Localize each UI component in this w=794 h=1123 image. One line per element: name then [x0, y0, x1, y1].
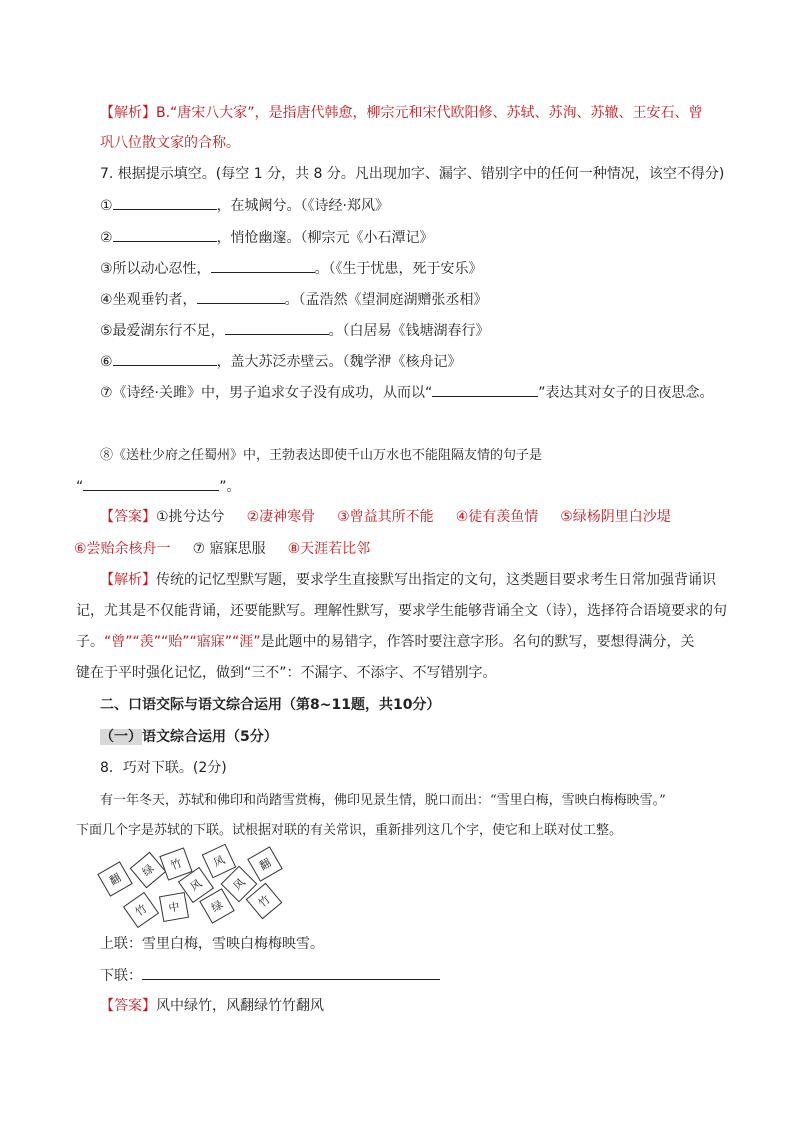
lower-couplet-blank[interactable] [142, 965, 440, 980]
character-card: 风 [178, 867, 214, 903]
question-8-title: 8．巧对下联。(2分) [100, 760, 227, 776]
section-2-heading: 二、口语交际与语文综合运用（第8~11题，共10分） [100, 697, 441, 713]
lower-couplet: 下联： [100, 965, 440, 986]
q7-analysis-line3: 子。“曾”“羡”“贻”“寤寐”“涯”是此题中的易错字，作答时要注意字形。名句的默写，要想得满分，关 [76, 634, 695, 650]
character-card: 竹 [246, 883, 283, 920]
q7-analysis-line2: 记，尤其是不仅能背诵，还要能默写。理解性默写，要求学生能够背诵全文（诗），选择符合语境要求的句 [76, 603, 727, 619]
q7-item-3: ③所以动心忍性， 。（《生于忧患，死于安乐》 [100, 258, 483, 279]
blank-field[interactable] [211, 258, 315, 273]
analysis-q6-line2: 巩八位散文家的合称。 [100, 135, 240, 151]
blank-field[interactable] [197, 289, 285, 304]
q7-item-1: ① ，在城阙兮。（《诗经·郑风》 [100, 195, 389, 216]
character-card: 风 [202, 844, 237, 879]
blank-field[interactable] [113, 227, 217, 242]
character-card: 风 [221, 866, 258, 903]
character-card: 翻 [97, 861, 133, 897]
blank-field[interactable] [113, 351, 217, 366]
q7-analysis-line4: 键在于平时强化记忆，做到“三不”：不漏字、不添字、不写错别字。 [76, 665, 497, 681]
q8-answer: 【答案】风中绿竹，风翻绿竹竹翻风 [100, 998, 324, 1014]
character-card: 绿 [130, 852, 167, 889]
blank-field[interactable] [83, 476, 219, 491]
analysis-tag: 【解析】 [100, 105, 156, 121]
analysis-text: B.“唐宋八大家”，是指唐代韩愈，柳宗元和宋代欧阳修、苏轼、苏洵、苏辙、王安石、曾 [156, 105, 703, 121]
q8-paragraph-1: 有一年冬天，苏轼和佛印和尚踏雪赏梅，佛印见景生情，脱口而出：“雪里白梅，雪映白梅梅映雪。” [100, 793, 666, 808]
q8-paragraph-2: 下面几个字是苏轼的下联。试根据对联的有关常识，重新排列这几个字，使它和上联对仗工整。 [76, 823, 623, 838]
q7-item-8-blank-line: “ ”。 [76, 476, 241, 497]
q7-item-2: ② ，悄怆幽邃。（柳宗元《小石潭记》 [100, 227, 434, 248]
blank-field[interactable] [113, 195, 217, 210]
q7-answer-line2: ⑥尝贻余核舟一 ⑦ 寤寐思服 ⑧天涯若比邻 [74, 541, 371, 557]
character-card: 绿 [199, 888, 235, 924]
character-card: 竹 [123, 892, 159, 928]
q7-answer-line1: 【答案】①挑兮达兮 ②凄神寒骨 ③曾益其所不能 ④徒有羡鱼情 ⑤绿杨阴里白沙堤 [100, 509, 671, 525]
blank-field[interactable] [225, 320, 329, 335]
blank-field[interactable] [432, 382, 538, 397]
upper-couplet: 上联：雪里白梅，雪映白梅梅映雪。 [100, 936, 324, 952]
character-card: 中 [159, 892, 189, 922]
q7-item-8: ⑧《送杜少府之任蜀州》中，王勃表达即使千山万水也不能阻隔友情的句子是 [100, 448, 543, 463]
analysis-q6-line1 [100, 103, 703, 123]
q7-analysis-line1: 【解析】传统的记忆型默写题，要求学生直接默写出指定的文句，这类题目要求考生日常加强背诵识 [100, 572, 716, 588]
q7-item-4: ④坐观垂钓者， 。（孟浩然《望洞庭湖赠张丞相》 [100, 289, 488, 310]
q7-item-7: ⑦《诗经·关雎》中，男子追求女子没有成功，从而以“ ”表达其对女子的日夜思念。 [100, 382, 714, 403]
q7-item-6: ⑥ ，盖大苏泛赤壁云。（魏学洢《核舟记》 [100, 351, 462, 372]
character-card: 翻 [247, 846, 283, 882]
question-7-title: 7. 根据提示填空。(每空 1 分，共 8 分。凡出现加字、漏字、错别字中的任何一种情况，该空不得分) [100, 166, 725, 182]
q7-item-5: ⑤最爱湖东行不足， 。（白居易《钱塘湖春行》 [100, 320, 490, 341]
subsection-heading: （一）语文综合运用（5分） [100, 729, 278, 745]
answer-tag: 【答案】 [100, 998, 156, 1014]
character-card: 竹 [159, 847, 192, 880]
analysis-tag: 【解析】 [100, 572, 156, 588]
answer-tag: 【答案】 [100, 509, 156, 525]
